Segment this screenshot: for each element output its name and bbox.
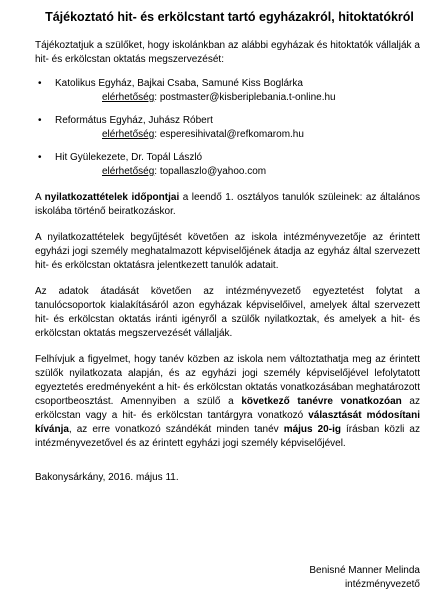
text-run: az erkölcstan vagy a hit- és erkölcstan tantárgyra vonatkozó [35,396,420,421]
contact-line [55,165,420,179]
church-list [35,77,420,179]
signatory-name: Benisné Manner Melinda [309,565,420,576]
contact-email: : postmaster@kisberiplebania.t-online.hu [154,92,336,103]
contact-label: elérhetőség [102,129,155,140]
intro-paragraph: Tájékoztatjuk a szülőket, hogy iskolánkban az alábbi egyházak és hitoktatók vállalják a hit- és erkölcstan oktatás megszervezését: [35,40,420,65]
text-run: Felhívjuk a figyelmet, hogy tanév közben az iskola nem változtathatja meg az érintett szülők nyilatkozata alapján, és az egyházi jogi személy képviselőjével lefolytatott egyeztetés eredményeként a hit- és erkölcstan oktatás vonatkozásában meghatározott csoportbeosztást. Amennyiben a szülő a [35,354,420,407]
bullet-icon: • [38,78,42,89]
church-name: Református Egyház, Juhász Róbert [55,115,213,126]
contact-line [55,91,420,105]
text-run: , az erre vonatkozó szándékát minden tanév [68,424,284,435]
text-run: A [35,192,45,203]
place-date: Bakonysárkány, 2016. május 11. [35,472,179,483]
bullet-icon: • [38,152,42,163]
church-item-hit-gyulekezete [35,151,420,179]
declaration-dates-paragraph [35,191,420,219]
church-name: Hit Gyülekezete, Dr. Topál László [55,152,203,163]
notice-paragraph [35,353,420,451]
contact-label: elérhetőség [102,166,155,177]
signatory-role: intézményvezető [344,579,420,590]
emphasis-run: választását módosítani kívánja [35,410,420,435]
data-transfer-paragraph: A nyilatkozattételek begyűjtését követően az iskola intézményvezetője az érintett egyházi jogi személy meghatalmazott képviselőjének átadja az egyház által szervezett hit- és erkölcstan oktatásra jelentkezett tanulók adatait. [35,232,420,271]
contact-label: elérhetőség [102,92,155,103]
church-name: Katolikus Egyház, Bajkai Csaba, Samuné Kiss Boglárka [55,78,303,89]
signature-block [309,564,420,592]
emphasis-run: következő tanévre vonatkozóan [241,396,402,407]
contact-email: : topallaszlo@yahoo.com [154,166,267,177]
emphasis-run: nyilatkozattételek időpontjai [44,192,180,203]
text-run: a leendő 1. osztályos tanulók szüleinek: az általános iskolába történő beiratkozáskor. [35,192,420,217]
text-run: írásban közli az intézményvezetővel és az érintett egyházi jogi személy képviselőjével. [35,424,420,449]
church-item-reformatus [35,114,420,142]
emphasis-run: május 20-ig [283,424,341,435]
group-consultation-paragraph: Az adatok átadását követően az intézményvezető egyeztetést folytat a tanulócsoportok kialakításáról azon egyházak képviselőivel, amelyek által szervezett hit- és erkölcstan oktatás iránti igényről a szülők nyilatkoztak, és amelyek a hit- és erkölcstan oktatás megszervezését vállalják. [35,286,420,339]
document-title: Tájékoztató hit- és erkölcstant tartó egyházakról, hitoktatókról [45,10,414,24]
contact-email: : esperesihivatal@refkomarom.hu [154,129,304,140]
bullet-icon: • [38,115,42,126]
church-item-katolikus [35,77,420,105]
contact-line [55,128,420,142]
